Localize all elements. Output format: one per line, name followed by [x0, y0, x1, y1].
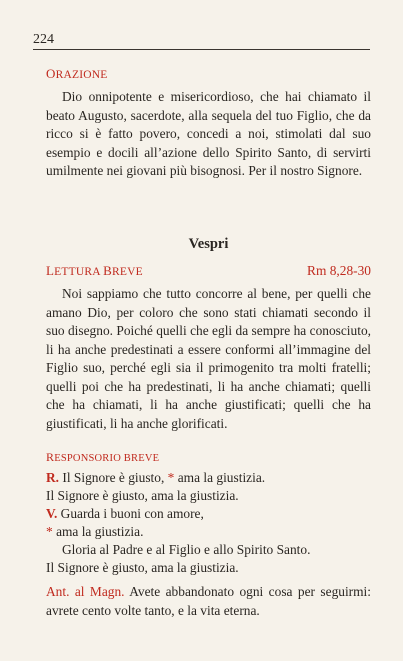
antifona [46, 583, 371, 620]
responsorio-line-1 [46, 469, 371, 488]
responsorio-line-2: Il Signore è giusto, ama la giustizia. [46, 488, 239, 503]
orazione-heading [46, 65, 371, 85]
responsorio-line-6: Il Signore è giusto, ama la giustizia. [46, 560, 239, 575]
responsorio-line-5: Gloria al Padre e al Figlio e allo Spirito Santo. [62, 542, 311, 557]
lettura-heading-cap1: L [46, 263, 55, 278]
lettura-heading-rest1: ETTURA [54, 266, 104, 278]
lettura-text: Noi sappiamo che tutto concorre al bene, per quelli che amano Dio, per coloro che sono stati chiamati secondo il suo disegno. Poiché quelli che egli da sempre ha conosciuto, li ha anche predestinati a essere conformi all’immagine del Figlio suo, perché egli sia il primogenito tra molti fratelli; quelli poi che ha predestinati, li ha anche chiamati; quelli che ha chiamati, li ha anche giustificati; quelli che ha giustificati, li ha anche glorificati. [46, 286, 371, 431]
responsorio-line-3-text: Guarda i buoni con amore, [60, 506, 204, 521]
orazione-heading-cap: O [46, 66, 56, 81]
responsorio-heading [46, 448, 371, 469]
responsorio-heading-rest: ESPONSORIO BREVE [54, 453, 160, 464]
responsorio-line-4-text: ama la giustizia. [56, 524, 144, 539]
antifona-text: Avete abbandonato ogni cosa per seguirmi: avrete cento volte tanto, e la vita eterna. [46, 584, 371, 618]
response-symbol: R. [46, 470, 60, 485]
versicle-symbol: V. [46, 506, 58, 521]
lettura-heading-rest2: REVE [112, 266, 143, 278]
asterisk-marker: * [167, 470, 175, 485]
responsorio-heading-cap: R [46, 450, 55, 464]
header-rule [33, 49, 370, 50]
page-number: 224 [33, 32, 54, 47]
lettura-heading-cap2: B [103, 263, 113, 278]
responsorio-line-4 [46, 523, 371, 542]
antifona-label: Ant. al Magn. [46, 584, 125, 599]
responsorio-line-1a: Il Signore è giusto, [62, 470, 165, 485]
lettura-heading [46, 262, 371, 282]
responsorio-line-3 [46, 505, 371, 524]
lettura-reference: Rm 8,28-30 [307, 263, 371, 278]
orazione-text: Dio onnipotente e misericordioso, che hai chiamato il beato Augusto, sacerdote, alla sequela del tuo Figlio, che da ricco si è fatto povero, concedi a noi, stimolati dal suo esempio e docili all’azione dello Spirito Santo, di servirti umilmente nei giovani più bisognosi. Per il nostro Signore. [46, 89, 371, 178]
orazione-heading-rest: RAZIONE [55, 69, 108, 81]
responsorio-line-1b: ama la giustizia. [177, 470, 266, 485]
asterisk-marker-2: * [46, 524, 53, 539]
vespri-title: Vespri [188, 236, 229, 252]
